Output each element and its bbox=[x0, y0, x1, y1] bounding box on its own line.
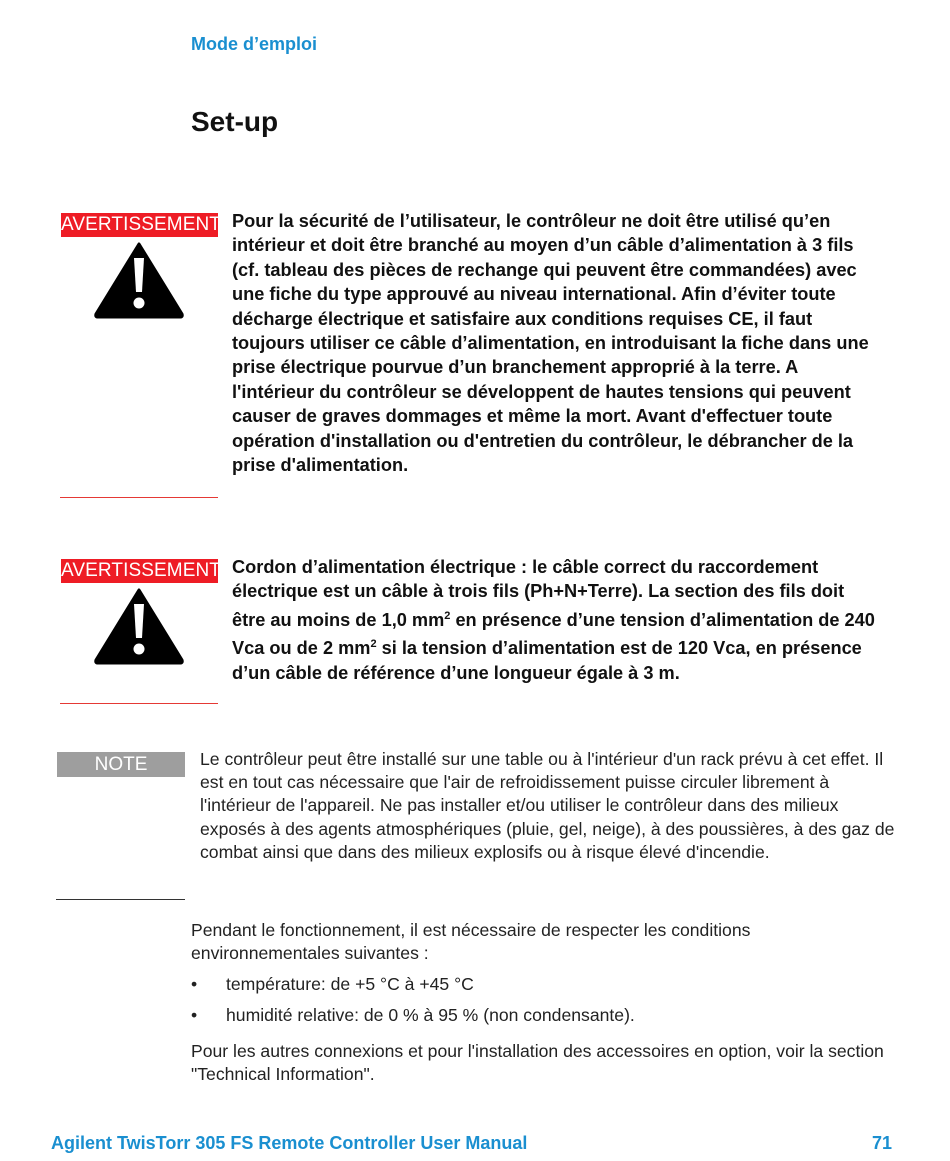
intro-paragraph: Pendant le fonctionnement, il est nécessaire de respecter les conditions environnementales suivantes : bbox=[191, 920, 751, 964]
note-text: Le contrôleur peut être installé sur une table ou à l'intérieur d'un rack prévu à cet effet. Il est en tout cas nécessaire que l'air de refroidissement puisse circuler librement à l'intérieur de l'appareil. Ne pas installer et/ou utiliser le contrôleur dans des milieux exposés à des agents atmosphériques (pluie, gel, neige), à des poussières, à des gaz de combat ainsi que dans des milieux explosifs ou à risque élevé d'incendie. bbox=[200, 749, 895, 862]
warning-triangle-icon bbox=[93, 587, 185, 665]
list-item: • température: de +5 °C à +45 °C bbox=[191, 974, 474, 994]
bullet-icon: • bbox=[191, 974, 198, 994]
warning-divider bbox=[60, 703, 218, 704]
page-title: Set-up bbox=[191, 106, 279, 137]
warning-text: Cordon d’alimentation électrique : le câble correct du raccordement électrique est un câble à trois fils (Ph+N+Terre). La section des fils doit être au moins de 1,0 $mm^2$ en présence d’une tension d’alimentation de 240 Vca ou de 2 $mm^2$ si la tension d’alimentation est de 120 Vca, en présence d’un câble de référence d’une longueur égale à 3 m. bbox=[232, 557, 875, 683]
list-item: • humidité relative: de 0 % à 95 % (non condensante). bbox=[191, 1005, 635, 1025]
note-divider bbox=[56, 899, 185, 900]
warning-text: Pour la sécurité de l’utilisateur, le contrôleur ne doit être utilisé qu’en intérieur et doit être branché au moyen d’un câble d’alimentation à 3 fils (cf. tableau des pièces de rechange qui peuvent être commandées) avec une fiche du type approuvé au niveau international. Afin d’éviter toute décharge électrique et satisfaire aux conditions requises CE, il faut toujours utiliser ce câble d’alimentation, en introduisant la fiche dans une prise électrique pourvue d’un branchement approprié à la terre. A l'intérieur du contrôleur se développent de hautes tensions qui peuvent causer de graves dommages et même la mort. Avant d'effectuer toute opération d'installation ou d'entretien du contrôleur, le débrancher de la prise d'alimentation. bbox=[232, 211, 869, 476]
warning-badge: AVERTISSEMENT bbox=[61, 560, 222, 581]
page-number: 71 bbox=[871, 1133, 892, 1153]
warning-triangle-icon bbox=[93, 241, 185, 319]
warning-divider bbox=[60, 497, 218, 498]
outro-paragraph: Pour les autres connexions et pour l'installation des accessoires en option, voir la section "Technical Information". bbox=[191, 1041, 884, 1085]
bullet-icon: • bbox=[191, 1005, 198, 1025]
header-section-title: Mode d’emploi bbox=[191, 34, 317, 54]
footer-manual-title: Agilent TwisTorr 305 FS Remote Controller User Manual bbox=[51, 1133, 528, 1153]
warning-badge: AVERTISSEMENT bbox=[61, 214, 222, 235]
conditions-list bbox=[191, 973, 891, 1035]
note-badge: NOTE bbox=[57, 752, 185, 777]
